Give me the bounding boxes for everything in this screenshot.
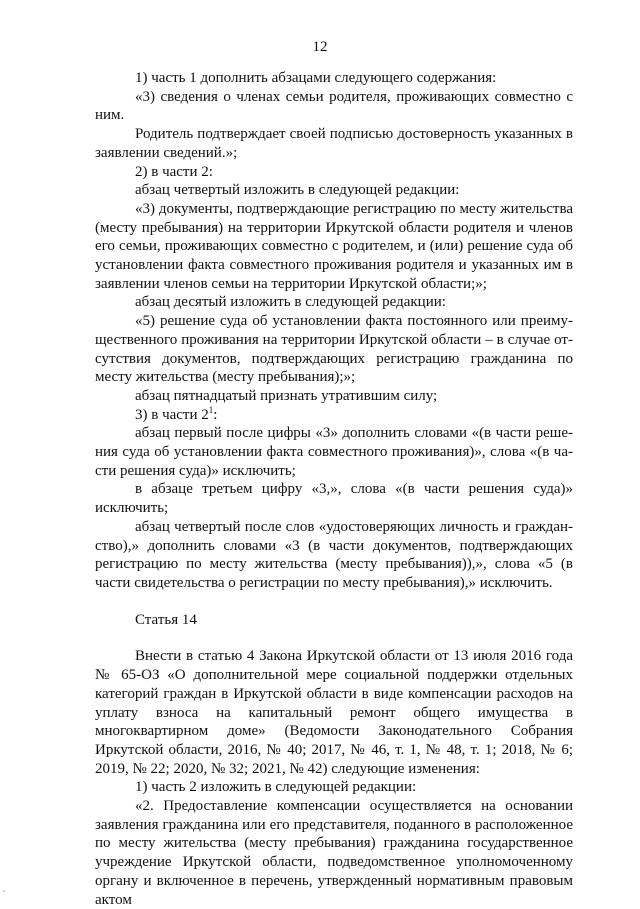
spacer bbox=[95, 593, 573, 611]
paragraph: абзац первый после цифры «3» дополнить словами «(в части решения суда об установлении факта совместного проживания)», слова «(в части решения суда)» исключить; bbox=[95, 425, 573, 479]
spacer bbox=[95, 629, 573, 647]
paragraph: 1) часть 1 дополнить абзацами следующего содержания: bbox=[135, 70, 497, 86]
paragraph: абзац десятый изложить в следующей редакции: bbox=[135, 294, 446, 311]
paragraph: «5) решение суда об установлении факта постоянного или преимущественного проживания на территории Иркутской области – в случае отсутствия документов, подтверждающих регистрацию гражданина по месту жительства (месту пребывания);»; bbox=[95, 313, 573, 386]
paragraph: «3) документы, подтверждающие регистрацию по месту жительства (месту пребывания) на территории Иркутской области родителя и членов его семьи, проживающих совместно с родителем, и (или) решение суда об установлении факта совместного проживания родителя и указанных им в заявлении членов семьи на территории Иркутской области;»; bbox=[95, 200, 573, 292]
paragraph: Родитель подтверждает своей подписью достоверность указанных в заявлении сведений.»; bbox=[95, 126, 573, 161]
part3-superscript: 1 bbox=[208, 404, 214, 415]
article-heading: Статья 14 bbox=[135, 611, 197, 628]
paragraph: абзац четвертый после слов «удостоверяющих личность и гражданство),» дополнить словами «3 (в части документов, подтверждающих регистрацию по месту жительства (месту пребывания)),», слова «5 (в части свидетельства о регистрации по месту пребывания),» исключить. bbox=[95, 518, 573, 591]
paragraph: абзац четвертый изложить в следующей редакции: bbox=[135, 182, 460, 199]
part3-prefix: 3) в части 2 bbox=[135, 406, 209, 423]
paragraph: 1) часть 2 изложить в следующей редакции: bbox=[135, 779, 417, 796]
page-number: 12 bbox=[312, 39, 328, 55]
paragraph: 2) в части 2: bbox=[135, 163, 213, 180]
paragraph: «3) сведения о членах семьи родителя, проживающих совместно с ним. bbox=[95, 88, 573, 124]
paragraph: в абзаце третьем цифру «3,», слова «(в части решения суда)» исключить; bbox=[95, 481, 573, 517]
scan-speck bbox=[3, 890, 5, 892]
paragraph: «2. Предоставление компенсации осуществляется на основании заявления гражданина или его представителя, поданного в расположенное по месту жительства (месту пребывания) гражданина государственное учреждение Иркутской области, подведомственное уполномоченному органу и включенное в перечень, утвержденный нормативным правовым актом bbox=[95, 798, 573, 908]
part3-suffix: : bbox=[213, 406, 218, 423]
document-body bbox=[95, 69, 573, 909]
paragraph: Внести в статью 4 Закона Иркутской области от 13 июля 2016 года № 65-ОЗ «О дополнительной мере социальной поддержки отдельных категорий граждан в Иркутской области в виде компенсации расходов на уплату взноса на капитальный ремонт общего имущества в многоквартирном доме» (Ведомости Законодательного Собрания Иркутской области, 2016, № 40; 2017, № 46, т. 1, № 48, т. 1; 2018, № 6; 2019, № 22; 2020, № 32; 2021, № 42) следующие изменения: bbox=[95, 648, 573, 777]
paragraph: абзац пятнадцатый признать утратившим силу; bbox=[135, 387, 438, 404]
paragraph-part-3 bbox=[95, 406, 573, 425]
